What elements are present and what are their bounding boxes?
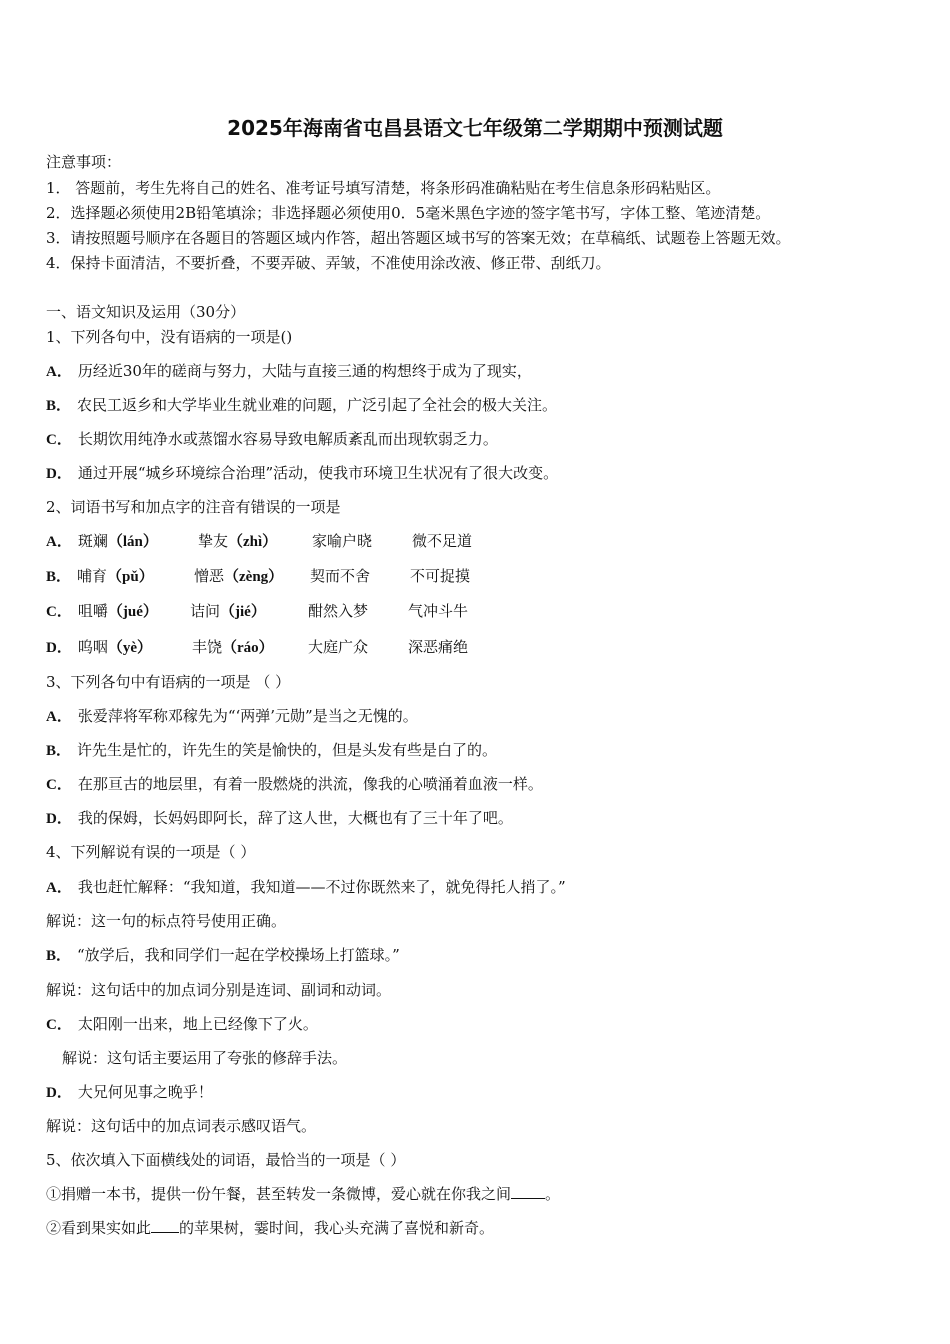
option-text: 农民工返乡和大学毕业生就业难的问题，广泛引起了全社会的极大关注。 [77,396,558,414]
notice-item: 1． 答题前，考生先将自己的姓名、准考证号填写清楚，将条形码准确粘贴在考生信息条形码粘贴区。 [46,179,721,197]
option-row: B． “放学后，我和同学们一起在学校操场上打篮球。” [46,946,400,964]
word: 深恶痛绝 [408,638,469,656]
notice-heading: 注意事项： [46,153,122,171]
option-label: D． 呜咽（yè） [46,638,153,656]
option-label: C． 咀嚼（jué） [46,602,158,620]
question-stem: 1、下列各句中，没有语病的一项是() [46,328,293,346]
section-heading: 一、语文知识及运用（30分） [46,303,246,321]
option-row: A． 我也赶忙解释：“我知道，我知道——不过你既然来了，就免得托人捎了。” [46,878,566,896]
explanation: 解说：这句话中的加点词分别是连词、副词和动词。 [46,981,392,999]
question-stem: 3、下列各句中有语病的一项是 （ ） [46,673,291,691]
option-label: D． [46,466,72,482]
notice-item: 4．保持卡面清洁，不要折叠，不要弄破、弄皱，不准使用涂改液、修正带、刮纸刀。 [46,254,611,272]
option-label: B． [46,398,72,414]
word: 气冲斗牛 [408,602,469,620]
notice-item: 3．请按照题号顺序在各题目的答题区域内作答，超出答题区域书写的答案无效；在草稿纸、试题卷上答题无效。 [46,229,791,247]
word-pinyin: 憎恶（zèng） [194,567,284,585]
question-stem: 4、下列解说有误的一项是（ ） [46,843,256,861]
option-row [46,361,532,382]
word: 微不足道 [412,532,473,550]
explanation: 解说：这一句的标点符号使用正确。 [46,912,287,930]
word: 家喻户晓 [312,532,373,550]
option-label: B． 哺育（pǔ） [46,567,154,585]
page-title: 2025年海南省屯昌县语文七年级第二学期期中预测试题 [227,116,723,140]
option-row [46,395,557,416]
option-row: D． 我的保姆，长妈妈即阿长，辞了这人世，大概也有了三十年了吧。 [46,809,513,827]
answer-blank [511,1184,545,1199]
option-row [46,429,498,450]
fill-sentence: ①捐赠一本书，提供一份午餐，甚至转发一条微博，爱心就在你我之间 。 [46,1185,561,1203]
option-row: A． 张爱萍将军称邓稼先为“‘两弹’元勋”是当之无愧的。 [46,707,418,725]
notice-item: 2．选择题必须使用2B铅笔填涂；非选择题必须使用0．5毫米黑色字迹的签字笔书写，字体工整、笔迹清楚。 [46,204,771,222]
explanation: 解说：这句话主要运用了夸张的修辞手法。 [62,1049,348,1067]
option-row: C． 太阳刚一出来，地上已经像下了火。 [46,1015,318,1033]
option-label: C． [46,432,72,448]
option-row [46,463,558,484]
word: 酣然入梦 [308,602,369,620]
option-text: 通过开展“城乡环境综合治理”活动，使我市环境卫生状况有了很大改变。 [77,464,559,482]
option-row: D． 大兄何见事之晚乎！ [46,1083,213,1101]
fill-sentence: ②看到果实如此 的苹果树，霎时间，我心头充满了喜悦和新奇。 [46,1219,495,1237]
word-pinyin: 挚友（zhì） [198,532,278,550]
answer-blank [151,1218,179,1233]
word: 契而不舍 [310,567,371,585]
option-label: A． 斑斓（lán） [46,532,158,550]
word-pinyin: 诘问（jié） [190,602,266,620]
word: 不可捉摸 [410,567,471,585]
explanation: 解说：这句话中的加点词表示感叹语气。 [46,1117,317,1135]
word: 大庭广众 [308,638,369,656]
option-label: A． [46,364,72,380]
question-stem: 5、依次填入下面横线处的词语，最恰当的一项是（ ） [46,1151,406,1169]
option-text: 历经近30年的磋商与努力，大陆与直接三通的构想终于成为了现实， [77,362,532,380]
question-stem: 2、词语书写和加点字的注音有错误的一项是 [46,498,341,516]
option-row: B． 许先生是忙的，许先生的笑是愉快的，但是头发有些是白了的。 [46,741,498,759]
option-text: 长期饮用纯净水或蒸馏水容易导致电解质紊乱而出现软弱乏力。 [77,430,498,448]
word-pinyin: 丰饶（ráo） [192,638,274,656]
option-row: C． 在那亘古的地层里，有着一股燃烧的洪流，像我的心喷涌着血液一样。 [46,775,543,793]
